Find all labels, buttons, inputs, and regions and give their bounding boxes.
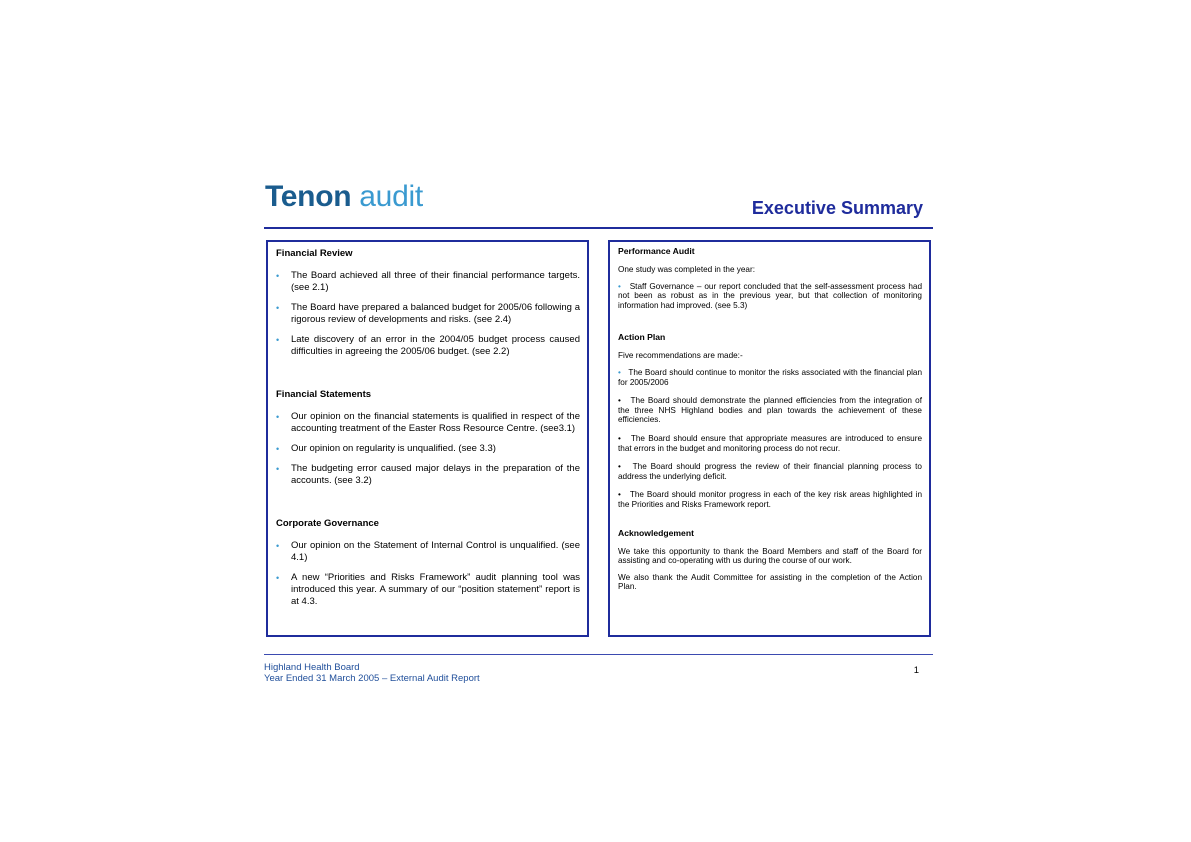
action-plan-heading: Action Plan (618, 332, 666, 343)
logo-word-tenon: Tenon (265, 180, 352, 213)
bullet-icon: • (276, 541, 280, 551)
financial-review-heading: Financial Review (276, 248, 353, 259)
list-item: • Late discovery of an error in the 2004/05 budget process caused difficulties in agreeing the 2005/06 budget. (see 2.2) (276, 334, 580, 357)
list-item: • The Board should demonstrate the planned efficiencies from the integration of the three NHS Highland bodies and plan towards the achievement of these efficiencies. (618, 396, 922, 425)
tenon-audit-logo (265, 180, 423, 214)
bullet-icon: • (618, 396, 621, 406)
financial-review-list (276, 270, 580, 358)
list-item: • Staff Governance – our report concluded that the self-assessment process had not been as robust as in the previous year, but that collection of monitoring information had improved. (see 5.3) (618, 281, 923, 310)
bullet-icon: • (618, 433, 621, 443)
list-item: • The budgeting error caused major delays in the preparation of the accounts. (see 3.2) (276, 463, 580, 486)
list-item: • A new “Priorities and Risks Framework” audit planning tool was introduced this year. A summary of our “position statement” report is at 4.3. (276, 572, 580, 607)
list-item: • Our opinion on regularity is unqualified. (see 3.3) (276, 443, 496, 454)
list-item: • The Board should ensure that appropriate measures are introduced to ensure that errors in the budget and monitoring process do not recur. (618, 433, 922, 453)
bullet-icon: • (276, 271, 280, 281)
bullet-icon: • (276, 335, 280, 345)
acknowledgement-heading: Acknowledgement (618, 527, 694, 538)
footer-line-1: Highland Health Board (264, 662, 360, 673)
performance-audit-intro: One study was completed in the year: (618, 265, 755, 274)
corporate-governance-heading: Corporate Governance (276, 518, 379, 529)
list-item: • The Board should monitor progress in each of the key risk areas highlighted in the Priorities and Risks Framework report. (618, 490, 922, 509)
financial-statements-list (276, 411, 580, 487)
bullet-icon: • (618, 462, 621, 472)
list-item: • The Board should continue to monitor the risks associated with the financial plan for 2005/2006 (618, 367, 923, 387)
list-item: • The Board have prepared a balanced budget for 2005/06 following a rigorous review of developments and risks. (see 2.4) (276, 302, 580, 325)
bullet-icon: • (618, 367, 621, 377)
page-title: Executive Summary (751, 198, 923, 218)
left-summary-panel (266, 240, 589, 637)
footer-text (264, 662, 480, 684)
corporate-governance-list (276, 540, 580, 608)
bullet-icon: • (618, 490, 621, 500)
bullet-icon: • (276, 303, 280, 313)
page-number: 1 (913, 665, 919, 676)
list-item: • Our opinion on the financial statements is qualified in respect of the accounting treatment of the Easter Ross Resource Centre. (see3.1) (276, 411, 580, 434)
list-item: • The Board achieved all three of their financial performance targets.(see 2.1) (276, 270, 580, 293)
list-item: • Our opinion on the Statement of Internal Control is unqualified. (see 4.1) (276, 540, 580, 563)
header-divider (264, 227, 933, 229)
list-item: • The Board should progress the review of their financial planning process to address the underlying deficit. (618, 462, 922, 481)
footer-line-2: Year Ended 31 March 2005 – External Audit Report (264, 673, 480, 684)
bullet-icon: • (276, 444, 280, 454)
logo-word-audit: audit (351, 180, 423, 213)
financial-statements-heading: Financial Statements (276, 389, 372, 400)
performance-audit-heading: Performance Audit (618, 246, 695, 256)
action-plan-intro: Five recommendations are made:- (618, 351, 743, 361)
bullet-icon: • (276, 573, 280, 583)
acknowledgement-paragraph: We take this opportunity to thank the Board Members and staff of the Board for assisting and co-operating with us during the course of our work. (618, 546, 922, 566)
acknowledgement-paragraph: We also thank the Audit Committee for assisting in the completion of the Action Plan. (618, 572, 922, 592)
bullet-icon: • (618, 281, 621, 291)
right-summary-panel (608, 240, 931, 637)
footer-divider (264, 654, 933, 655)
bullet-icon: • (276, 412, 280, 422)
bullet-icon: • (276, 464, 280, 474)
